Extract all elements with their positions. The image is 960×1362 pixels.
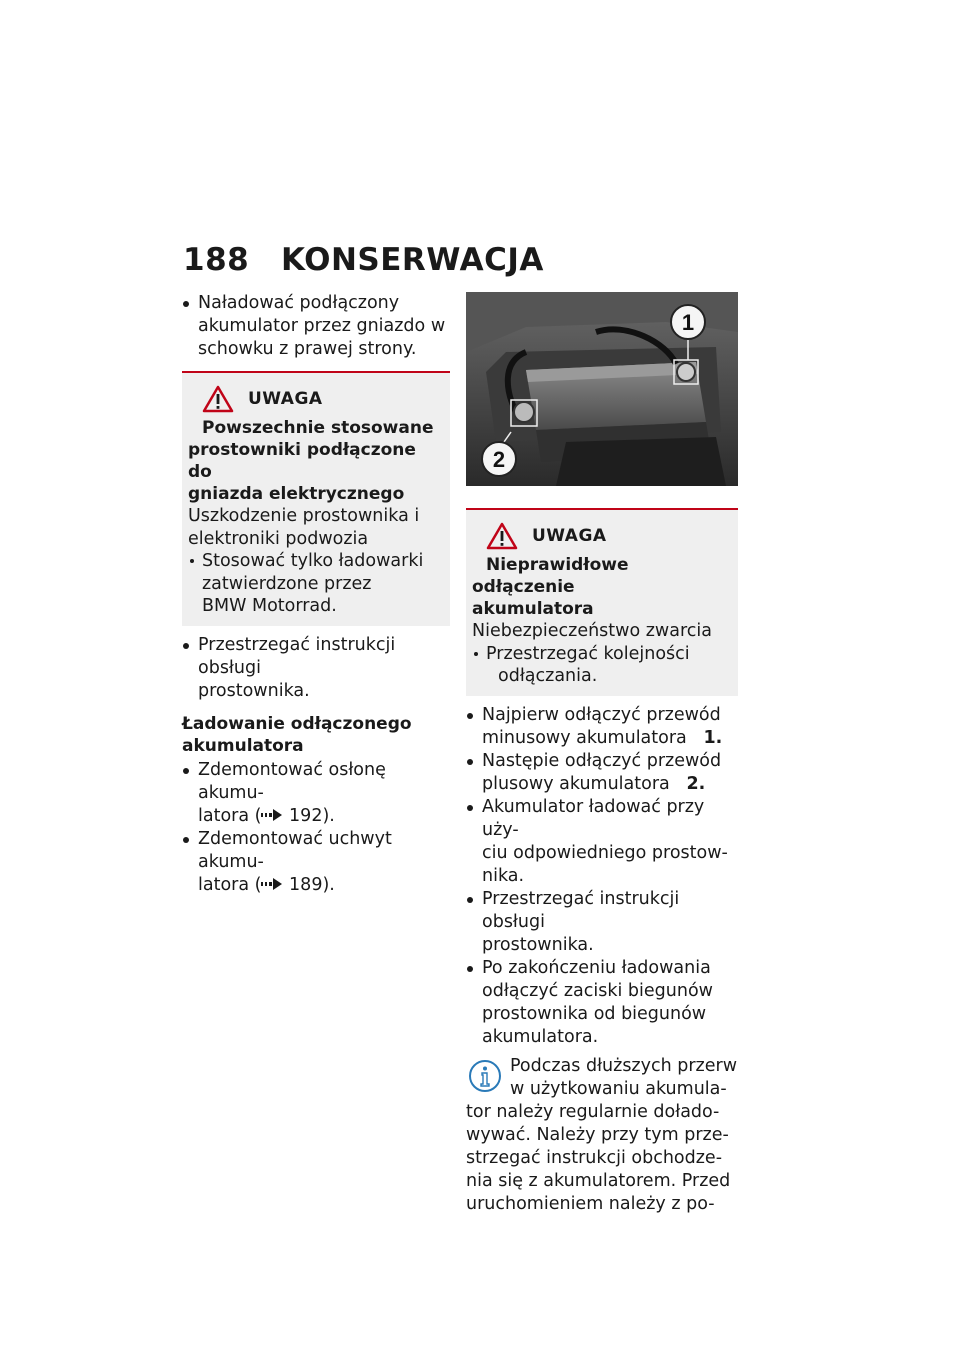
bullet-follow-instructions: Przestrzegać instrukcji obsługi prostownika. <box>466 888 738 957</box>
warning-box-chargers: UWAGA Powszechnie stosowane prostowniki podłączone do gniazda elektrycznego Uszkodzenie prostownika i elektroniki podwozia Stosować tylko ładowarki zatwierdzone przez BMW Motorrad. <box>182 371 450 626</box>
right-column <box>466 292 738 1216</box>
section-heading: Ładowanie odłączonego akumulatora <box>182 713 412 756</box>
bullet-remove-cover: Zdemontować osłonę akumu- latora ( 192). <box>182 759 450 828</box>
svg-text:2: 2 <box>492 447 506 472</box>
positive-terminal <box>677 363 695 381</box>
page-ref-link[interactable]: 189). <box>289 874 335 895</box>
bullet-remove-holder: Zdemontować uchwyt akumu- latora ( 189). <box>182 828 450 897</box>
left-column <box>182 292 450 897</box>
bullet-disconnect-negative: Najpierw odłączyć przewód minusowy akumulatora 1. <box>466 704 738 750</box>
page-number: 188 <box>183 242 250 278</box>
warning-triangle-icon <box>486 522 518 550</box>
chapter-title: KONSERWACJA <box>281 242 544 278</box>
info-icon <box>468 1059 502 1093</box>
page-reference-arrow-icon <box>261 877 283 891</box>
svg-text:1: 1 <box>681 310 695 335</box>
bullet-after-charging: Po zakończeniu ładowania odłączyć zaciski biegunów prostownika od biegunów akumulatora. <box>466 957 738 1049</box>
bullet-follow-instructions: Przestrzegać instrukcji obsługi prostownika. <box>182 634 450 703</box>
warning-label: UWAGA <box>532 526 607 546</box>
callout-ref-1: 1. <box>703 727 723 748</box>
negative-terminal <box>514 402 534 422</box>
warning-box-disconnect: UWAGA Nieprawidłowe odłączenie akumulatora Niebezpieczeństwo zwarcia Przestrzegać kolejności odłączania. <box>466 508 738 696</box>
page-ref-link[interactable]: 192). <box>289 805 335 826</box>
warning-label: UWAGA <box>248 389 323 409</box>
warning-title: Nieprawidłowe odłączenie akumulatora <box>472 555 629 619</box>
warning-sub-bullet: Stosować tylko ładowarki zatwierdzone przez BMW Motorrad. <box>188 550 444 618</box>
bullet-disconnect-positive: Następie odłączyć przewód plusowy akumulatora 2. <box>466 750 738 796</box>
page-reference-arrow-icon <box>261 808 283 822</box>
warning-triangle-icon <box>202 385 234 413</box>
page-header <box>183 242 544 278</box>
info-note: Podczas dłuższych przerw w użytkowaniu akumula- tor należy regularnie dołado- wywać. Należy przy tym prze- strzegać instrukcji obchodze- nia się z akumulatorem. Przed uruchomieniem należy z po- <box>466 1055 738 1214</box>
warning-sub-bullet: Przestrzegać kolejności odłączania. <box>472 643 732 688</box>
battery-photo <box>466 292 738 486</box>
bullet-charge-connected: Naładować podłączony akumulator przez gniazdo w schowku z prawej strony. <box>182 292 450 361</box>
callout-ref-2: 2. <box>686 773 706 794</box>
bullet-charge-battery: Akumulator ładować przy uży- ciu odpowiedniego prostow- nika. <box>466 796 738 888</box>
warning-title: Powszechnie stosowane prostowniki podłączone do gniazda elektrycznego <box>188 418 434 504</box>
